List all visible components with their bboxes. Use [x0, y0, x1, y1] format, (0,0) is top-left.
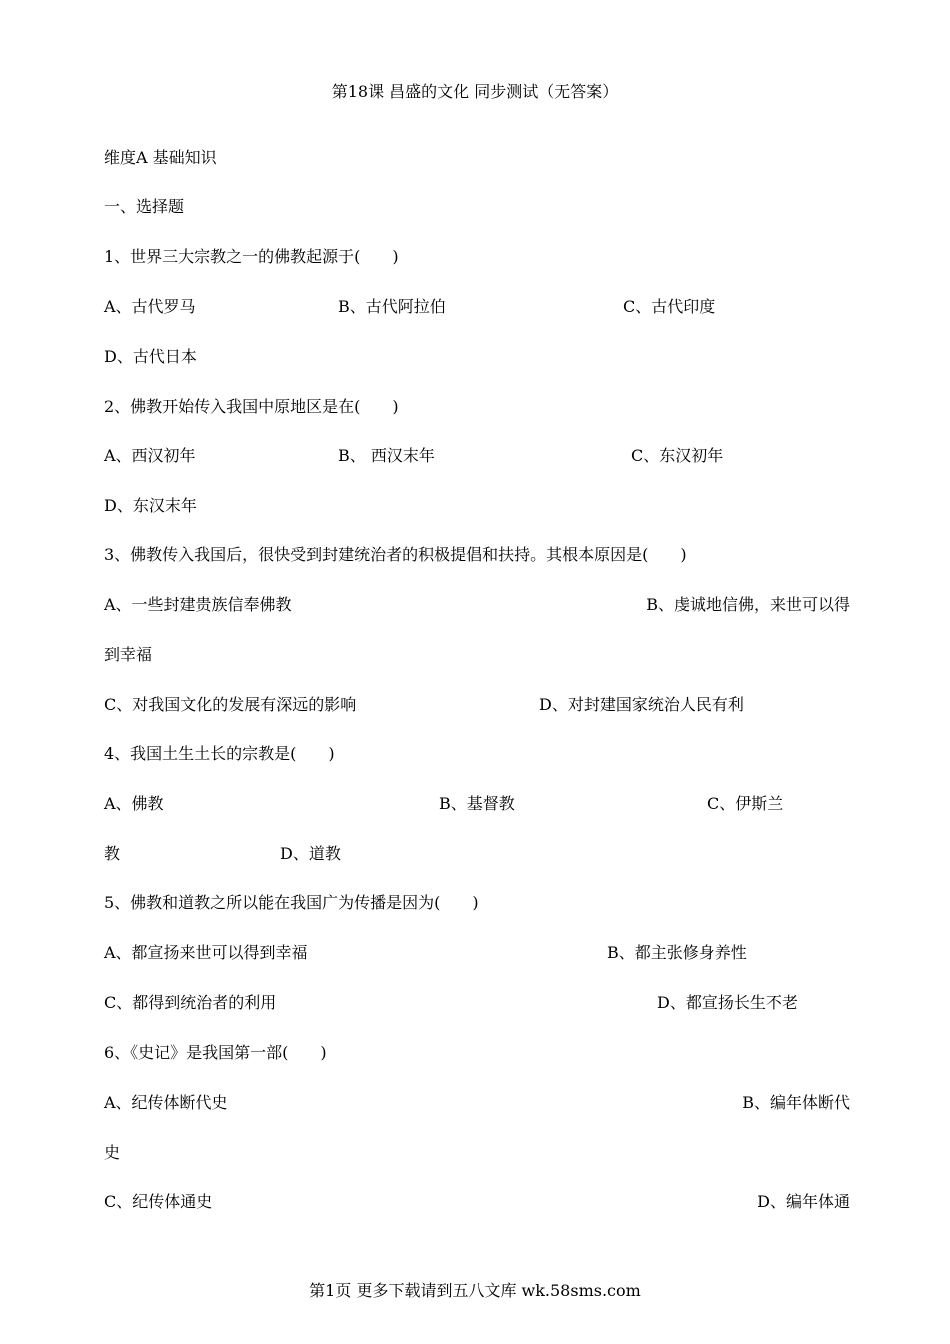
question-4-option-c: C、伊斯兰 — [707, 794, 784, 813]
question-6-option-b-continued: 史 — [104, 1143, 121, 1162]
question-1-stem: 1、世界三大宗教之一的佛教起源于( ) — [104, 247, 399, 266]
question-5-option-a: A、都宣扬来世可以得到幸福 — [104, 943, 308, 962]
question-5-option-d: D、都宣扬长生不老 — [657, 993, 798, 1012]
question-2-stem: 2、佛教开始传入我国中原地区是在( ) — [104, 397, 399, 416]
question-3-option-b-continued: 到幸福 — [104, 645, 153, 664]
question-6-option-d: D、编年体通 — [757, 1192, 850, 1211]
question-1-option-c: C、古代印度 — [623, 297, 716, 316]
question-1-option-d: D、古代日本 — [104, 347, 197, 366]
question-4-stem: 4、我国土生土长的宗教是( ) — [104, 744, 335, 763]
question-5-option-b: B、都主张修身养性 — [607, 943, 747, 962]
question-4-option-b: B、基督教 — [439, 794, 515, 813]
question-3-option-a: A、一些封建贵族信奉佛教 — [104, 595, 292, 614]
question-1-option-a: A、古代罗马 — [104, 297, 196, 316]
question-3-stem: 3、佛教传入我国后，很快受到封建统治者的积极提倡和扶持。其根本原因是( ) — [104, 545, 687, 564]
question-2-option-d: D、东汉末年 — [104, 496, 197, 515]
page-title: 第18课 昌盛的文化 同步测试（无答案） — [331, 82, 619, 101]
section-heading: 维度A 基础知识 — [104, 148, 217, 167]
question-2-option-a: A、西汉初年 — [104, 446, 196, 465]
question-6-option-c: C、纪传体通史 — [104, 1192, 213, 1211]
question-3-option-b: B、虔诚地信佛，来世可以得 — [646, 595, 850, 614]
question-6-stem: 6、《史记》是我国第一部( ) — [104, 1043, 327, 1062]
question-2-option-b: B、 西汉末年 — [338, 446, 435, 465]
question-4-option-d: D、道教 — [280, 844, 341, 863]
question-6-option-a: A、纪传体断代史 — [104, 1093, 228, 1112]
question-3-option-d: D、对封建国家统治人民有利 — [539, 695, 744, 714]
question-4-option-a: A、佛教 — [104, 794, 164, 813]
question-4-option-c-continued: 教 — [104, 844, 121, 863]
question-6-option-b: B、编年体断代 — [742, 1093, 850, 1112]
page-footer: 第1页 更多下载请到五八文库 wk.58sms.com — [309, 1281, 641, 1300]
part-heading: 一、选择题 — [104, 197, 185, 216]
question-5-stem: 5、佛教和道教之所以能在我国广为传播是因为( ) — [104, 893, 479, 912]
question-3-option-c: C、对我国文化的发展有深远的影响 — [104, 695, 357, 714]
question-5-option-c: C、都得到统治者的利用 — [104, 993, 277, 1012]
question-2-option-c: C、东汉初年 — [631, 446, 724, 465]
question-1-option-b: B、古代阿拉伯 — [338, 297, 446, 316]
